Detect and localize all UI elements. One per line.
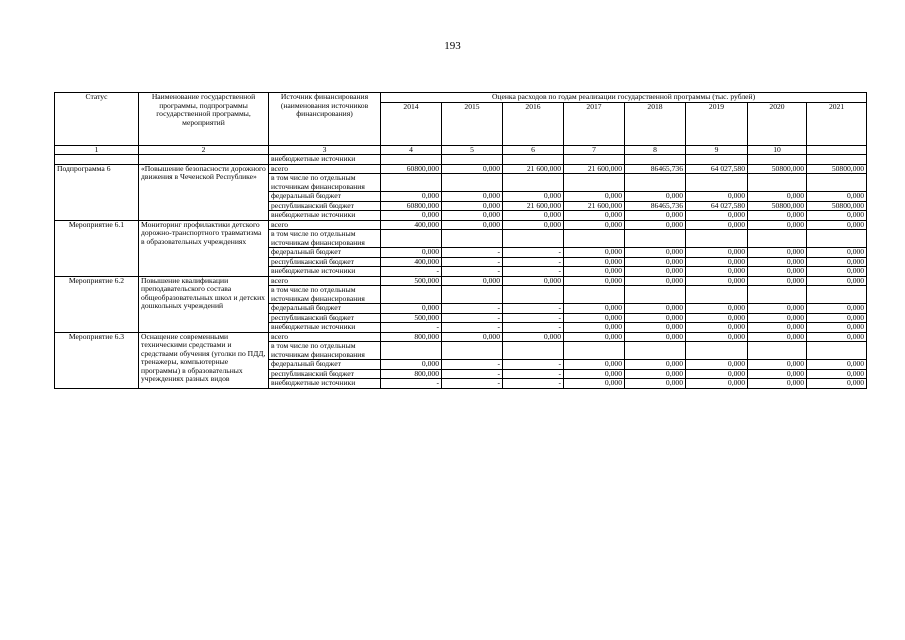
value-cell: 0,000 xyxy=(503,192,564,202)
value-cell: 0,000 xyxy=(503,332,564,342)
status-cell: Мероприятие 6.1 xyxy=(55,220,139,276)
value-cell xyxy=(807,342,867,360)
source-cell: республиканский бюджет xyxy=(269,201,381,211)
value-cell: 0,000 xyxy=(625,257,686,267)
value-cell: 0,000 xyxy=(442,332,503,342)
value-cell: 0,000 xyxy=(625,323,686,333)
value-cell: 0,000 xyxy=(625,248,686,258)
value-cell: 0,000 xyxy=(686,267,748,277)
value-cell: 0,000 xyxy=(748,192,807,202)
value-cell xyxy=(625,174,686,192)
value-cell: - xyxy=(442,304,503,314)
value-cell: 0,000 xyxy=(625,369,686,379)
value-cell: 21 600,000 xyxy=(564,201,625,211)
value-cell: 0,000 xyxy=(564,267,625,277)
value-cell xyxy=(564,174,625,192)
value-cell: 0,000 xyxy=(686,276,748,286)
value-cell xyxy=(625,342,686,360)
value-cell: 0,000 xyxy=(807,369,867,379)
status-cell: Мероприятие 6.2 xyxy=(55,276,139,332)
value-cell: 0,000 xyxy=(625,360,686,370)
source-cell: внебюджетные источники xyxy=(269,155,381,165)
value-cell: 0,000 xyxy=(381,248,442,258)
table-row xyxy=(55,332,867,342)
value-cell: 21 600,000 xyxy=(503,164,564,174)
column-number xyxy=(807,145,867,155)
value-cell xyxy=(686,174,748,192)
value-cell: 0,000 xyxy=(686,257,748,267)
header-year: 2021 xyxy=(807,102,867,145)
value-cell: 0,000 xyxy=(686,211,748,221)
value-cell: - xyxy=(442,267,503,277)
value-cell: 0,000 xyxy=(807,379,867,389)
value-cell: 60800,000 xyxy=(381,201,442,211)
header-name: Наименование государственной программы, подпрограммы государственной программы, мероприятий xyxy=(139,93,269,146)
source-cell: федеральный бюджет xyxy=(269,192,381,202)
value-cell: 0,000 xyxy=(807,192,867,202)
budget-table xyxy=(54,92,867,389)
value-cell: 0,000 xyxy=(807,313,867,323)
column-number: 10 xyxy=(748,145,807,155)
value-cell: 0,000 xyxy=(442,201,503,211)
value-cell xyxy=(442,286,503,304)
value-cell xyxy=(442,174,503,192)
value-cell: 0,000 xyxy=(625,267,686,277)
header-year: 2016 xyxy=(503,102,564,145)
value-cell: - xyxy=(442,379,503,389)
source-cell: внебюджетные источники xyxy=(269,211,381,221)
value-cell: - xyxy=(442,360,503,370)
value-cell: 0,000 xyxy=(807,257,867,267)
table-row xyxy=(55,220,867,230)
value-cell: 0,000 xyxy=(381,192,442,202)
source-cell: внебюджетные источники xyxy=(269,323,381,333)
value-cell: 0,000 xyxy=(686,332,748,342)
value-cell xyxy=(807,286,867,304)
source-cell: всего xyxy=(269,220,381,230)
value-cell: 60800,000 xyxy=(381,164,442,174)
value-cell: - xyxy=(381,379,442,389)
value-cell: 0,000 xyxy=(748,313,807,323)
value-cell: 0,000 xyxy=(748,276,807,286)
value-cell: 0,000 xyxy=(564,323,625,333)
value-cell: 0,000 xyxy=(503,220,564,230)
source-cell: всего xyxy=(269,276,381,286)
status-cell: Мероприятие 6.3 xyxy=(55,332,139,388)
value-cell xyxy=(625,230,686,248)
value-cell xyxy=(686,230,748,248)
value-cell: 50800,000 xyxy=(748,201,807,211)
source-cell: всего xyxy=(269,332,381,342)
value-cell: 0,000 xyxy=(807,304,867,314)
value-cell: 0,000 xyxy=(807,267,867,277)
value-cell: 0,000 xyxy=(503,276,564,286)
value-cell: 0,000 xyxy=(442,164,503,174)
value-cell: - xyxy=(503,267,564,277)
status-cell: Подпрограмма 6 xyxy=(55,164,139,220)
value-cell: 0,000 xyxy=(807,360,867,370)
value-cell xyxy=(686,286,748,304)
value-cell: 0,000 xyxy=(564,332,625,342)
value-cell: 0,000 xyxy=(442,220,503,230)
value-cell: 86465,736 xyxy=(625,164,686,174)
table-row xyxy=(55,276,867,286)
value-cell: 800,000 xyxy=(381,369,442,379)
value-cell: - xyxy=(442,313,503,323)
value-cell xyxy=(442,230,503,248)
name-cell xyxy=(139,155,269,165)
value-cell: 0,000 xyxy=(748,304,807,314)
value-cell: - xyxy=(381,267,442,277)
source-cell: в том числе по отдельным источникам финансирования xyxy=(269,174,381,192)
value-cell: 0,000 xyxy=(686,369,748,379)
value-cell: 0,000 xyxy=(748,267,807,277)
source-cell: федеральный бюджет xyxy=(269,304,381,314)
value-cell: 0,000 xyxy=(807,211,867,221)
name-cell: «Повышение безопасности дорожного движения в Чеченской Республике» xyxy=(139,164,269,220)
source-cell: республиканский бюджет xyxy=(269,313,381,323)
source-cell: в том числе по отдельным источникам финансирования xyxy=(269,230,381,248)
value-cell xyxy=(564,342,625,360)
value-cell: 0,000 xyxy=(625,379,686,389)
value-cell: 0,000 xyxy=(564,360,625,370)
value-cell: - xyxy=(503,304,564,314)
value-cell: - xyxy=(503,313,564,323)
column-number: 1 xyxy=(55,145,139,155)
source-cell: всего xyxy=(269,164,381,174)
header-year: 2014 xyxy=(381,102,442,145)
value-cell: 0,000 xyxy=(625,332,686,342)
value-cell: 0,000 xyxy=(442,276,503,286)
value-cell: 21 600,000 xyxy=(564,164,625,174)
value-cell: 0,000 xyxy=(748,220,807,230)
header-year: 2020 xyxy=(748,102,807,145)
source-cell: в том числе по отдельным источникам финансирования xyxy=(269,342,381,360)
column-number-row xyxy=(55,145,867,155)
value-cell: - xyxy=(442,257,503,267)
value-cell xyxy=(807,230,867,248)
value-cell: 0,000 xyxy=(748,332,807,342)
name-cell: Повышение квалификации преподавательского состава общеобразовательных школ и детских дошкольных учреждений xyxy=(139,276,269,332)
value-cell: 500,000 xyxy=(381,313,442,323)
column-number: 8 xyxy=(625,145,686,155)
value-cell: 0,000 xyxy=(625,304,686,314)
source-cell: республиканский бюджет xyxy=(269,257,381,267)
header-year: 2019 xyxy=(686,102,748,145)
column-number: 4 xyxy=(381,145,442,155)
value-cell: 0,000 xyxy=(564,220,625,230)
source-cell: федеральный бюджет xyxy=(269,360,381,370)
value-cell: 0,000 xyxy=(564,192,625,202)
value-cell xyxy=(686,342,748,360)
value-cell xyxy=(564,230,625,248)
value-cell xyxy=(381,342,442,360)
value-cell: 0,000 xyxy=(564,211,625,221)
value-cell: 0,000 xyxy=(381,304,442,314)
value-cell: 0,000 xyxy=(686,360,748,370)
value-cell: 0,000 xyxy=(381,360,442,370)
value-cell: 0,000 xyxy=(564,313,625,323)
value-cell xyxy=(748,286,807,304)
value-cell: 0,000 xyxy=(686,304,748,314)
value-cell: 0,000 xyxy=(625,211,686,221)
value-cell: 0,000 xyxy=(748,369,807,379)
value-cell: 86465,736 xyxy=(625,201,686,211)
value-cell: 0,000 xyxy=(381,211,442,221)
continuation-row xyxy=(55,155,867,165)
value-cell: 21 600,000 xyxy=(503,201,564,211)
value-cell: 400,000 xyxy=(381,220,442,230)
value-cell: - xyxy=(503,323,564,333)
value-cell: 0,000 xyxy=(564,379,625,389)
value-cell: 0,000 xyxy=(807,276,867,286)
value-cell xyxy=(748,230,807,248)
value-cell: 0,000 xyxy=(625,276,686,286)
column-number: 6 xyxy=(503,145,564,155)
value-cell: 0,000 xyxy=(442,192,503,202)
value-cell: - xyxy=(381,323,442,333)
source-cell: в том числе по отдельным источникам финансирования xyxy=(269,286,381,304)
header-year: 2017 xyxy=(564,102,625,145)
value-cell xyxy=(503,230,564,248)
value-cell: 0,000 xyxy=(625,192,686,202)
value-cell: - xyxy=(442,248,503,258)
value-cell: 400,000 xyxy=(381,257,442,267)
value-cell: - xyxy=(503,379,564,389)
table-row xyxy=(55,164,867,174)
value-cell xyxy=(564,286,625,304)
value-cell: - xyxy=(503,257,564,267)
value-cell: 50800,000 xyxy=(807,164,867,174)
value-cell xyxy=(748,342,807,360)
value-cell: 0,000 xyxy=(503,211,564,221)
value-cell: 800,000 xyxy=(381,332,442,342)
value-cell: 0,000 xyxy=(748,323,807,333)
value-cell: 0,000 xyxy=(748,257,807,267)
column-number: 9 xyxy=(686,145,748,155)
source-cell: республиканский бюджет xyxy=(269,369,381,379)
value-cell xyxy=(381,174,442,192)
value-cell: 0,000 xyxy=(564,257,625,267)
value-cell xyxy=(503,174,564,192)
value-cell: - xyxy=(442,369,503,379)
value-cell: 0,000 xyxy=(807,332,867,342)
value-cell: 0,000 xyxy=(625,220,686,230)
value-cell: 0,000 xyxy=(442,211,503,221)
column-number: 3 xyxy=(269,145,381,155)
value-cell xyxy=(381,230,442,248)
value-cell xyxy=(503,286,564,304)
header-row xyxy=(55,93,867,103)
value-cell xyxy=(807,174,867,192)
value-cell: 0,000 xyxy=(564,304,625,314)
value-cell xyxy=(381,286,442,304)
value-cell xyxy=(625,286,686,304)
column-number: 7 xyxy=(564,145,625,155)
header-year: 2015 xyxy=(442,102,503,145)
page-number: 193 xyxy=(444,40,461,52)
name-cell: Мониторинг профилактики детского дорожно-транспортного травматизма в образовательных учреждениях xyxy=(139,220,269,276)
value-cell xyxy=(503,342,564,360)
source-cell: федеральный бюджет xyxy=(269,248,381,258)
value-cell: 0,000 xyxy=(807,323,867,333)
value-cell xyxy=(748,174,807,192)
source-cell: внебюджетные источники xyxy=(269,379,381,389)
value-cell: - xyxy=(442,323,503,333)
header-status: Статус xyxy=(55,93,139,146)
value-cell: 0,000 xyxy=(748,211,807,221)
value-cell: 0,000 xyxy=(748,248,807,258)
value-cell: 64 027,580 xyxy=(686,164,748,174)
value-cell: - xyxy=(503,248,564,258)
status-cell xyxy=(55,155,139,165)
table-body xyxy=(55,155,867,389)
value-cell: 0,000 xyxy=(748,360,807,370)
value-cell: 0,000 xyxy=(564,276,625,286)
value-cell: 0,000 xyxy=(686,248,748,258)
value-cell: 0,000 xyxy=(625,313,686,323)
value-cell: 0,000 xyxy=(686,220,748,230)
value-cell: 500,000 xyxy=(381,276,442,286)
value-cell: 0,000 xyxy=(564,248,625,258)
value-cell: 0,000 xyxy=(807,248,867,258)
value-cell: 50800,000 xyxy=(748,164,807,174)
column-number: 5 xyxy=(442,145,503,155)
value-cell: 0,000 xyxy=(686,379,748,389)
value-cell: 0,000 xyxy=(807,220,867,230)
value-cell: 0,000 xyxy=(564,369,625,379)
value-cell: 0,000 xyxy=(686,313,748,323)
value-cell: 0,000 xyxy=(686,192,748,202)
value-cell: 64 027,580 xyxy=(686,201,748,211)
source-cell: внебюджетные источники xyxy=(269,267,381,277)
value-cell: 0,000 xyxy=(748,379,807,389)
name-cell: Оснащение современными техническими средствами и средствами обучения (уголки по ПДД, тренажеры, компьютерные программы) в образовательных учреждениях разных видов xyxy=(139,332,269,388)
value-cell: 50800,000 xyxy=(807,201,867,211)
value-cell xyxy=(442,342,503,360)
header-year: 2018 xyxy=(625,102,686,145)
value-cell: - xyxy=(503,360,564,370)
column-number: 2 xyxy=(139,145,269,155)
value-cell: 0,000 xyxy=(686,323,748,333)
header-source: Источник финансирования (наименования источников финансирования) xyxy=(269,93,381,146)
header-estimate: Оценка расходов по годам реализации государственной программы (тыс. рублей) xyxy=(381,93,867,103)
value-cell: - xyxy=(503,369,564,379)
